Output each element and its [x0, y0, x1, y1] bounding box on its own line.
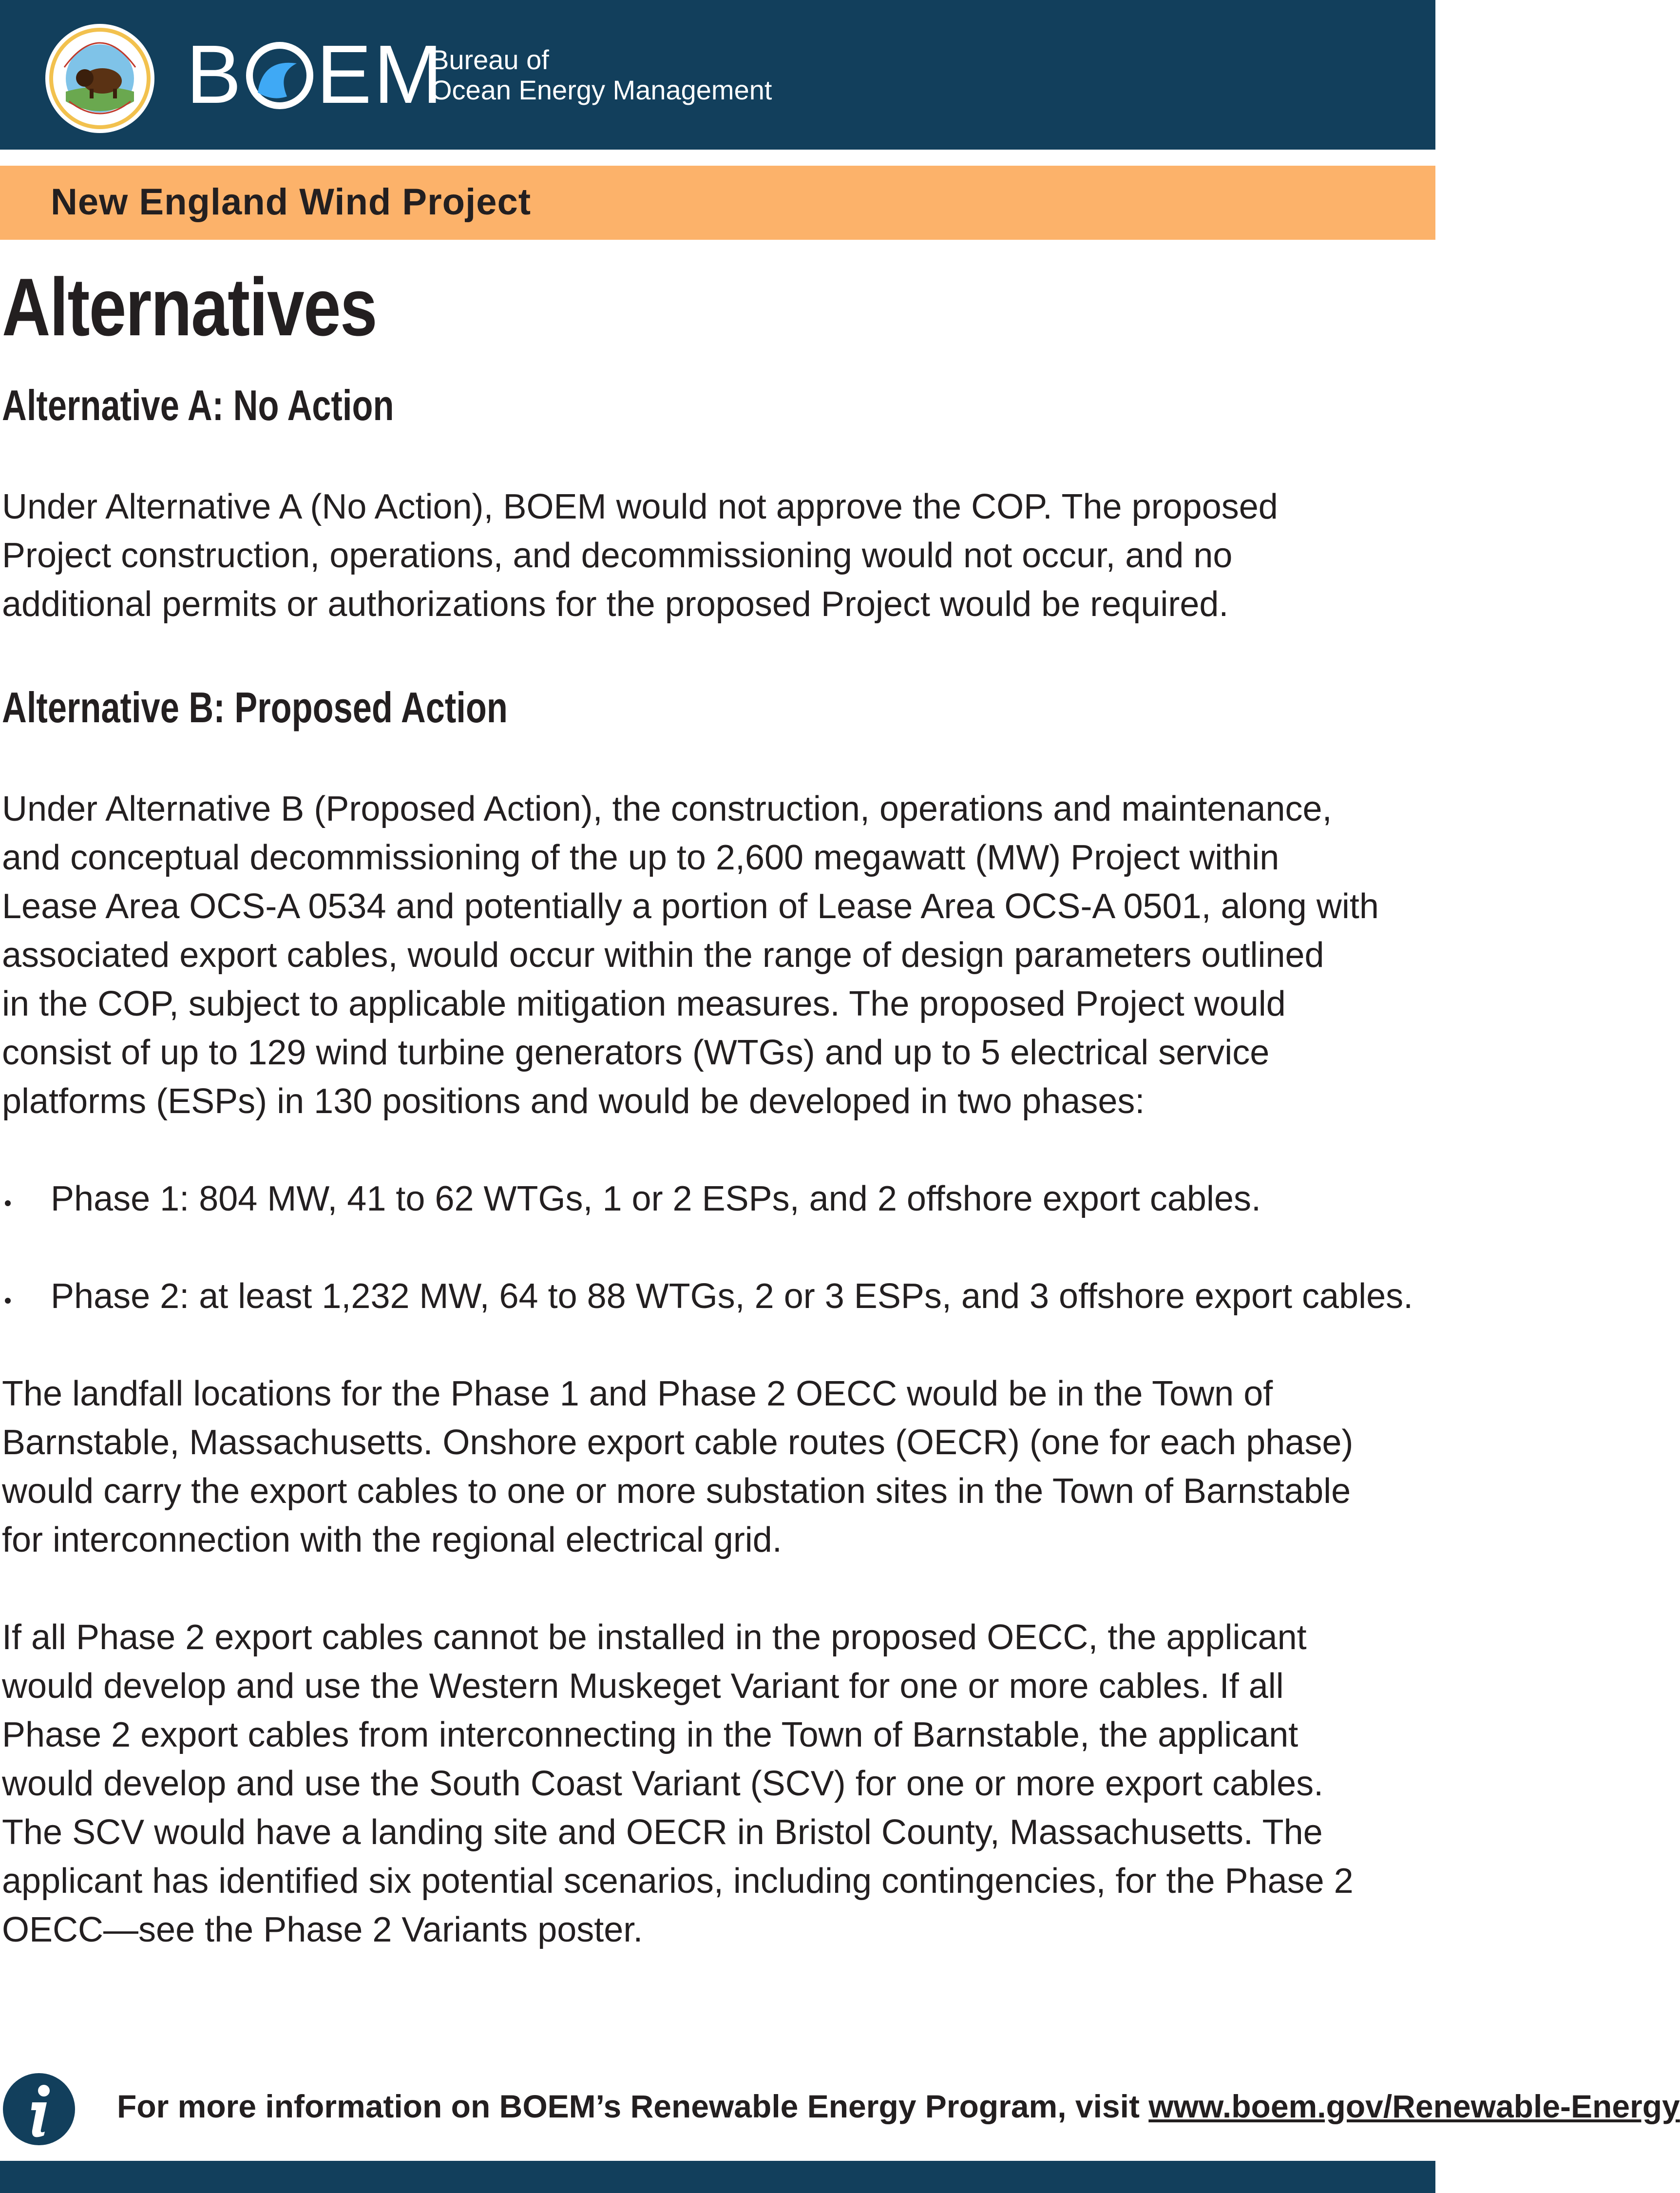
project-banner — [0, 166, 1435, 240]
agency-line-2: Ocean Energy Management — [431, 75, 772, 105]
project-title: New England Wind Project — [51, 181, 532, 223]
logo-letter-b: B — [186, 28, 244, 121]
boem-wave-o-icon — [243, 28, 316, 121]
bullet-dot — [5, 1298, 11, 1304]
doi-seal-icon — [45, 23, 155, 134]
agency-line-1: Bureau of — [431, 44, 549, 75]
renewable-energy-link[interactable]: www.boem.gov/Renewable-Energy — [1148, 2088, 1680, 2124]
bullet-dot — [5, 1200, 11, 1206]
logo-letters-em: EM — [316, 28, 445, 121]
footer-text: For more information on BOEM’s Renewable Energy Program, visit — [117, 2088, 1149, 2124]
bullet-phase-2: Phase 2: at least 1,232 MW, 64 to 88 WTGs, 2 or 3 ESPs, and 3 offshore export cables. — [51, 1277, 1413, 1316]
variants-body: If all Phase 2 export cables cannot be installed in the proposed OECC, the applicant would develop and use the Western Muskeget Variant for one or more cables. If all Phase 2 export cables from interconnecting in the Town of Barnstable, the applicant would develop and use the South Coast Variant (SCV) for one or more export cables. The SCV would have a landing site and OECR in Bristol County, Massachusetts. The applicant has identified six potential scenarios, including contingencies, for the Phase 2 OECC—see the Phase 2 Variants poster. — [2, 1618, 1354, 1949]
alt-b-body: Under Alternative B (Proposed Action), the construction, operations and maintenance, and conceptual decommissioning of the up to 2,600 megawatt (MW) Project within Lease Area OCS-A 0534 and potentially a portion of Lease Area OCS-A 0501, along with associated export cables, would occur within the range of design parameters outlined in the COP, subject to applicable mitigation measures. The proposed Project would consist of up to 129 wind turbine generators (WTGs) and up to 5 electrical service platforms (ESPs) in 130 positions and would be developed in two phases: — [2, 789, 1379, 1121]
info-icon — [2, 2072, 76, 2146]
page-title: Alternatives — [2, 261, 377, 353]
alt-a-heading: Alternative A: No Action — [2, 381, 394, 429]
bullet-phase-1: Phase 1: 804 MW, 41 to 62 WTGs, 1 or 2 ESPs, and 2 offshore export cables. — [51, 1179, 1261, 1218]
boem-logo — [186, 28, 444, 121]
footer-bar — [0, 2161, 1435, 2193]
alt-a-body: Under Alternative A (No Action), BOEM would not approve the COP. The proposed Project construction, operations, and decommissioning would not occur, and no additional permits or authorizations for the proposed Project would be required. — [2, 487, 1278, 624]
header-bar — [0, 0, 1435, 150]
alt-b-heading: Alternative B: Proposed Action — [2, 683, 508, 731]
footer-info — [117, 2082, 1680, 2131]
agency-name — [431, 45, 772, 105]
landfall-body: The landfall locations for the Phase 1 and Phase 2 OECC would be in the Town of Barnstable, Massachusetts. Onshore export cable routes (OECR) (one for each phase) would carry the export cables to one or more substation sites in the Town of Barnstable for interconnection with the regional electrical grid. — [2, 1374, 1354, 1559]
